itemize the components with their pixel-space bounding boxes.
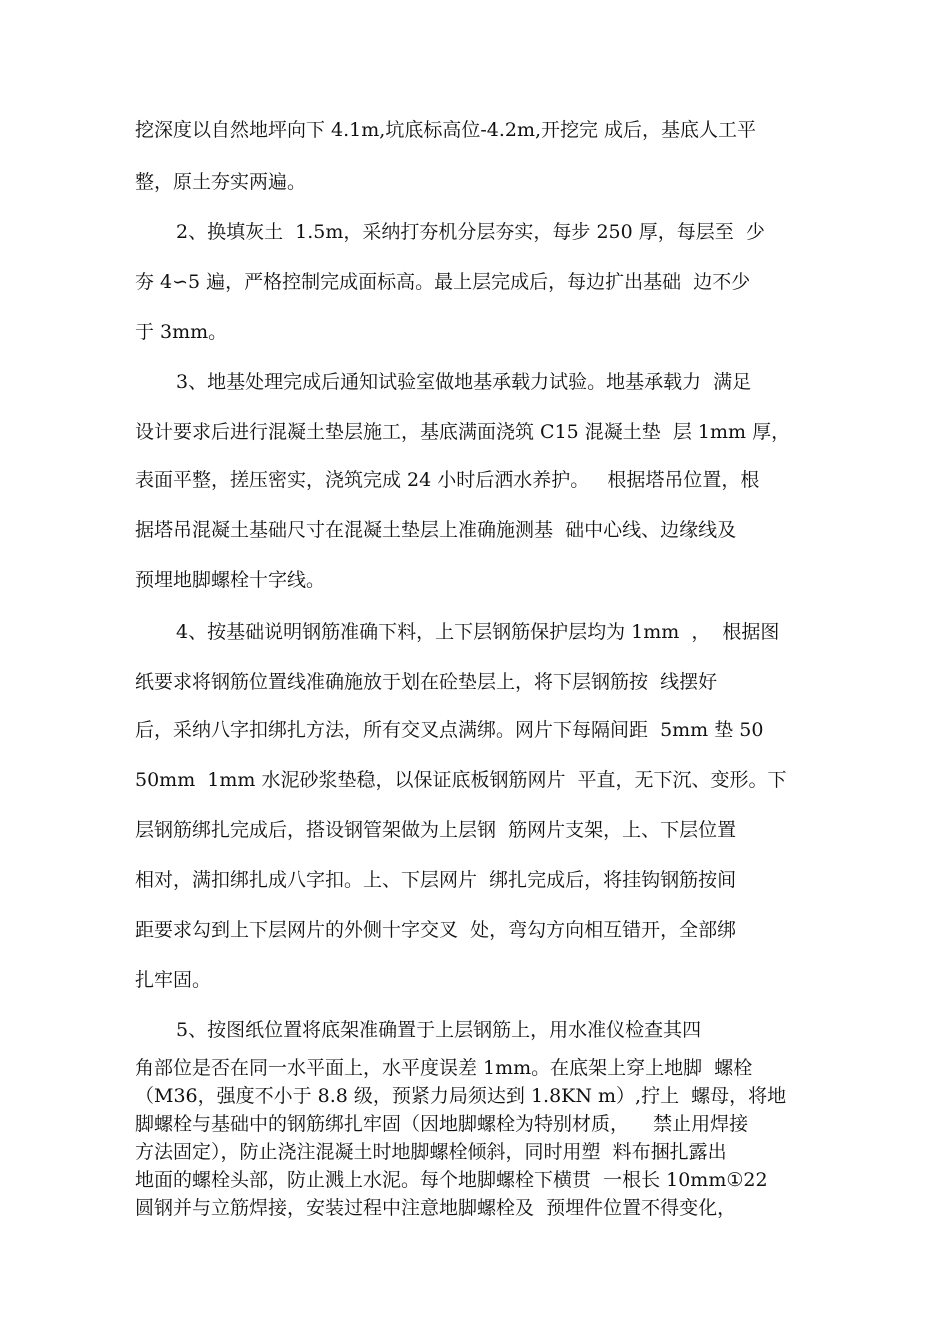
text-line: 4、按基础说明钢筋准确下料，上下层钢筋保护层均为 1mm ， 根据图 [176,621,780,643]
text-line: 3、地基处理完成后通知试验室做地基承载力试验。地基承载力 满足 [176,371,752,393]
text-line: 5、按图纸位置将底架准确置于上层钢筋上，用水准仪检查其四 [176,1019,702,1041]
text-line: 预埋地脚螺栓十字线。 [135,569,326,591]
text-line: 角部位是否在同一水平面上，水平度误差 1mm。在底架上穿上地脚 螺栓 [135,1057,753,1079]
text-line: 地面的螺栓头部，防止溅上水泥。每个地脚螺栓下横贯 一根长 10mm①22 [135,1169,768,1191]
text-line: 2、换填灰土 1.5m，采纳打夯机分层夯实，每步 250 厚，每层至 少 [176,221,765,243]
text-line: 扎牢固。 [135,969,212,991]
text-line: 脚螺栓与基础中的钢筋绑扎牢固（因地脚螺栓为特别材质， 禁止用焊接 [135,1113,749,1135]
text-line: 相对，满扣绑扎成八字扣。上、下层网片 绑扎完成后，将挂钩钢筋按间 [135,869,737,891]
text-line: 整，原土夯实两遍。 [135,171,307,193]
text-line: 据塔吊混凝土基础尺寸在混凝土垫层上准确施测基 础中心线、边缘线及 [135,519,737,541]
text-line: 纸要求将钢筋位置线准确施放于划在砼垫层上，将下层钢筋按 线摆好 [135,671,718,693]
text-line: 距要求勾到上下层网片的外侧十字交叉 处，弯勾方向相互错开，全部绑 [135,919,737,941]
text-line: 于 3mm。 [135,321,228,343]
text-line: 夯 4∽5 遍，严格控制完成面标高。最上层完成后，每边扩出基础 边不少 [135,271,751,293]
text-line: 设计要求后进行混凝土垫层施工，基底满面浇筑 C15 混凝土垫 层 1mm 厚， [135,421,791,443]
text-line: （M36，强度不小于 8.8 级，预紧力局须达到 1.8KN m）,拧上 螺母，将地 [135,1085,787,1107]
text-line: 层钢筋绑扎完成后，搭设钢管架做为上层钢 筋网片支架，上、下层位置 [135,819,737,841]
text-line: 挖深度以自然地坪向下 4.1m,坑底标高位-4.2m,开挖完 成后，基底人工平 [135,119,757,141]
text-line: 后，采纳八字扣绑扎方法，所有交叉点满绑。网片下每隔间距 5mm 垫 50 [135,719,764,741]
text-line: 表面平整，搓压密实，浇筑完成 24 小时后洒水养护。 根据塔吊位置，根 [135,469,760,491]
text-line: 圆钢并与立筋焊接，安装过程中注意地脚螺栓及 预埋件位置不得变化， [135,1197,737,1219]
text-line: 50mm 1mm 水泥砂浆垫稳，以保证底板钢筋网片 平直，无下沉、变形。下 [135,769,787,791]
text-line: 方法固定），防止浇注混凝土时地脚螺栓倾斜，同时用塑 料布捆扎露出 [135,1141,727,1163]
